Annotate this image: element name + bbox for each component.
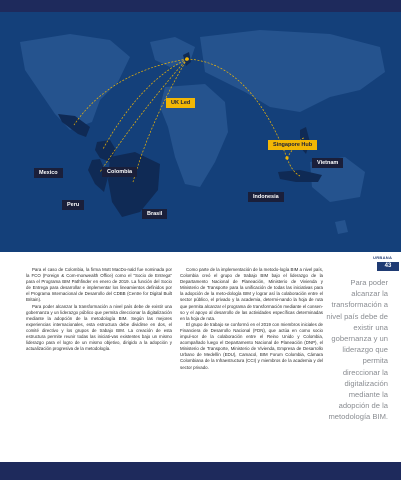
text-column-1 xyxy=(26,267,172,352)
map-label-singapore: Singapore Hub xyxy=(268,140,317,150)
paragraph: Como parte de la implementación de la metodo-logía BIM a nivel país, Colombia creó el grupo de trabajo BIM bajo el liderazgo de la Departamento Nacional de Planeación, Ministerio de Vivienda y Ministerio de Transporte para la unificación de todas las iniciativas para la adopción de la meto-dología BIM y lograr así la colaboración entre el sector público, el privado y la academia, determi-nando la hoja de ruta que permita alcanzar el programa de transformación mediante el consen-so y el apoyo al desarrollo de las actividades específicas determinadas en la hoja de ruta. xyxy=(180,267,323,321)
map-label-brasil: Brasil xyxy=(142,209,167,219)
world-map-graphic xyxy=(0,12,401,252)
map-label-indonesia: Indonesia xyxy=(248,192,284,202)
world-map xyxy=(0,12,401,252)
brasil-region xyxy=(108,152,160,217)
bottom-color-band xyxy=(0,462,401,480)
paragraph: Para el caso de Colombia, la firma Mott MacDo-nald fue nominada por la FCO (Foreign & Com-monwealth Office) como el "Socio de Entrega" para el Programa BIM Pathfinder en enero de 2019. La función del Socio de Entrega para desarrollar e implementar los lineamientos definidos por el Programa Internacional de Desarrollo del CDBB (Centre for Digital Built Britain). xyxy=(26,267,172,303)
map-label-peru: Peru xyxy=(62,200,84,210)
paragraph: El grupo de trabajo se conformó en el 2019 con miembros iniciales de Financiera de Desarrollo Nacional (FDN), que actúa en como socio impul-sor de la colaboración entre el Reino Unido y Colombia, acompañado luego el Departamento Nacional de Planeación (DNP), el Ministerio de Transporte, Ministerio de Vivienda, Empresa de Desarrollo Urbano de Medellín (EDU), Camacol, BIM Forum Colombia, Cámara Colombiana de la Infraestructura (CCI) y miembros de la academia y del sector privado. xyxy=(180,321,323,370)
map-label-mexico: Mexico xyxy=(34,168,63,178)
brand-name: URBANA xyxy=(373,255,393,260)
page-number: 43 xyxy=(377,262,399,271)
top-color-band xyxy=(0,0,401,12)
pull-quote: Para poder alcanzar la transformación a nivel país debe de existir una gobernanza y un liderazgo que permita direccionar la digitalización mediante la adopción de la metodología BIM. xyxy=(326,278,388,422)
map-label-uk: UK Led xyxy=(166,98,195,108)
text-column-2 xyxy=(180,267,323,371)
map-label-vietnam: Vietnam xyxy=(312,158,343,168)
map-label-colombia: Colombia xyxy=(102,167,137,177)
paragraph: Para poder alcanzar la transformación a nivel país debe de existir una gobernanza y un liderazgo público que permita direccionar la digitalización mediante la adopción de la metodología BIM. Según las mejores experiencias internacionales, esta estructura debe dividirse en dos, el comité directivo y los grupos de trabajo BIM. La creación de esta estructura permite reunir todas las iniciati-vas existentes bajo un mismo liderazgo para el logro de un mismo objetivo, dirigido a la adopción y actualización progresiva de la metodología. xyxy=(26,303,172,352)
